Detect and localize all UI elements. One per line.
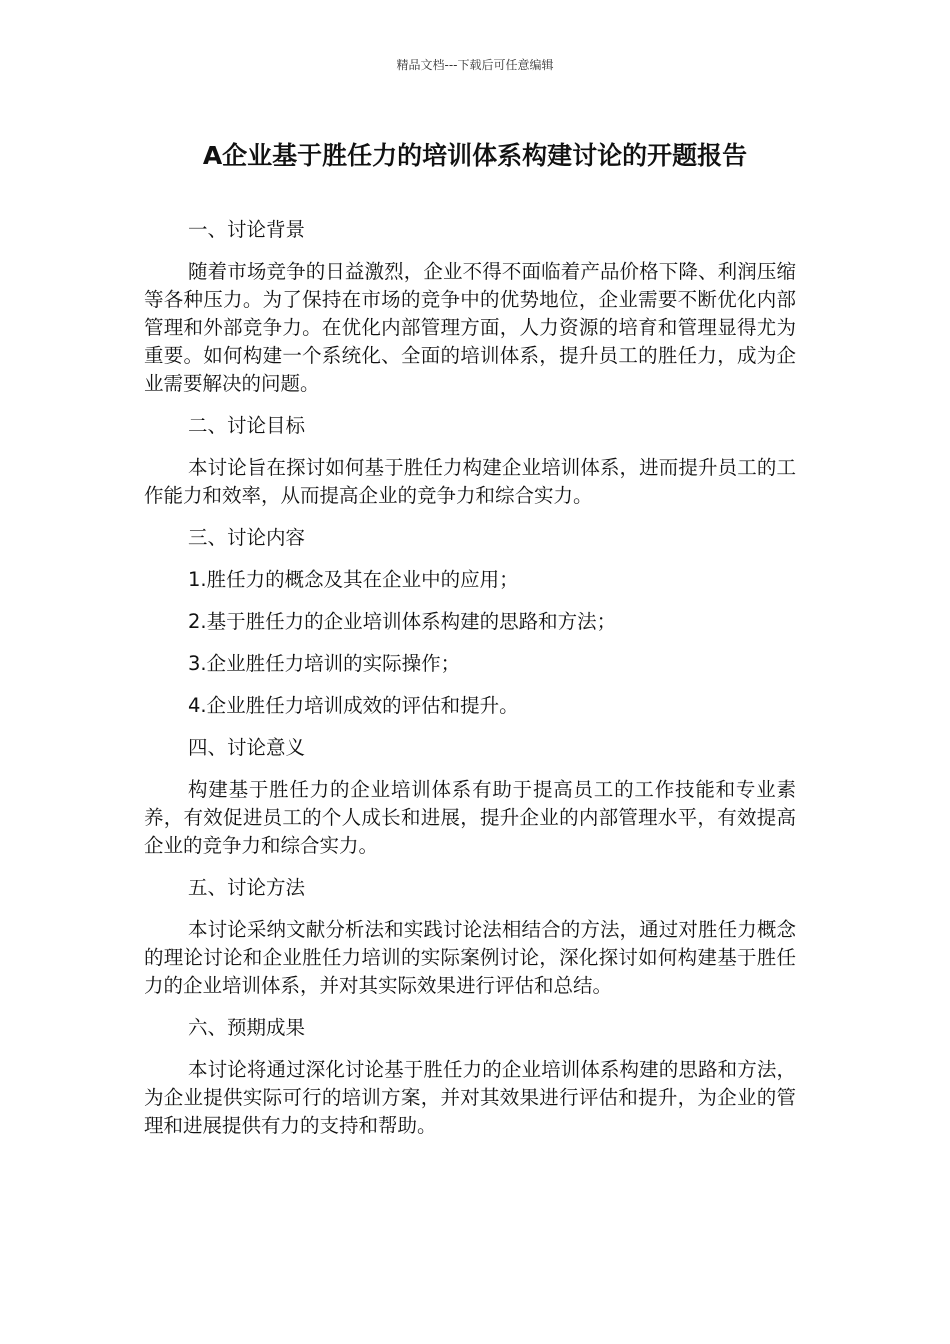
section-paragraph-background: 随着市场竞争的日益激烈，企业不得不面临着产品价格下降、利润压缩等各种压力。为了保持在市场的竞争中的优势地位，企业需要不断优化内部管理和外部竞争力。在优化内部管理方面，人力资源的培育和管理显得尤为重要。如何构建一个系统化、全面的培训体系，提升员工的胜任力，成为企业需要解决的问题。 — [144, 260, 796, 395]
section-paragraph-expected-results: 本讨论将通过深化讨论基于胜任力的企业培训体系构建的思路和方法，为企业提供实际可行的培训方案，并对其效果进行评估和提升，为企业的管理和进展提供有力的支持和帮助。 — [144, 1058, 796, 1137]
section-paragraph-significance: 构建基于胜任力的企业培训体系有助于提高员工的工作技能和专业素养，有效促进员工的个人成长和进展，提升企业的内部管理水平，有效提高企业的竞争力和综合实力。 — [144, 778, 796, 857]
section-heading-significance: 四、讨论意义 — [188, 736, 306, 759]
document-title: A企业基于胜任力的培训体系构建讨论的开题报告 — [202, 141, 748, 170]
section-heading-background: 一、讨论背景 — [188, 218, 306, 241]
section-heading-content: 三、讨论内容 — [188, 526, 306, 549]
document-body — [144, 216, 796, 1154]
content-list-item: 3.企业胜任力培训的实际操作； — [188, 652, 461, 675]
section-paragraph-methods: 本讨论采纳文献分析法和实践讨论法相结合的方法，通过对胜任力概念的理论讨论和企业胜任力培训的实际案例讨论，深化探讨如何构建基于胜任力的企业培训体系，并对其实际效果进行评估和总结。 — [144, 918, 796, 997]
section-paragraph-objectives: 本讨论旨在探讨如何基于胜任力构建企业培训体系，进而提升员工的工作能力和效率，从而提高企业的竞争力和综合实力。 — [144, 456, 796, 507]
section-heading-objectives: 二、讨论目标 — [188, 414, 306, 437]
content-list-item: 2.基于胜任力的企业培训体系构建的思路和方法； — [188, 610, 617, 633]
header-note: 精品文档---下载后可任意编辑 — [396, 58, 554, 72]
content-list-item: 1.胜任力的概念及其在企业中的应用； — [188, 568, 519, 591]
section-heading-methods: 五、讨论方法 — [188, 876, 306, 899]
section-heading-expected-results: 六、预期成果 — [188, 1016, 306, 1039]
content-list-item: 4.企业胜任力培训成效的评估和提升。 — [188, 694, 519, 717]
